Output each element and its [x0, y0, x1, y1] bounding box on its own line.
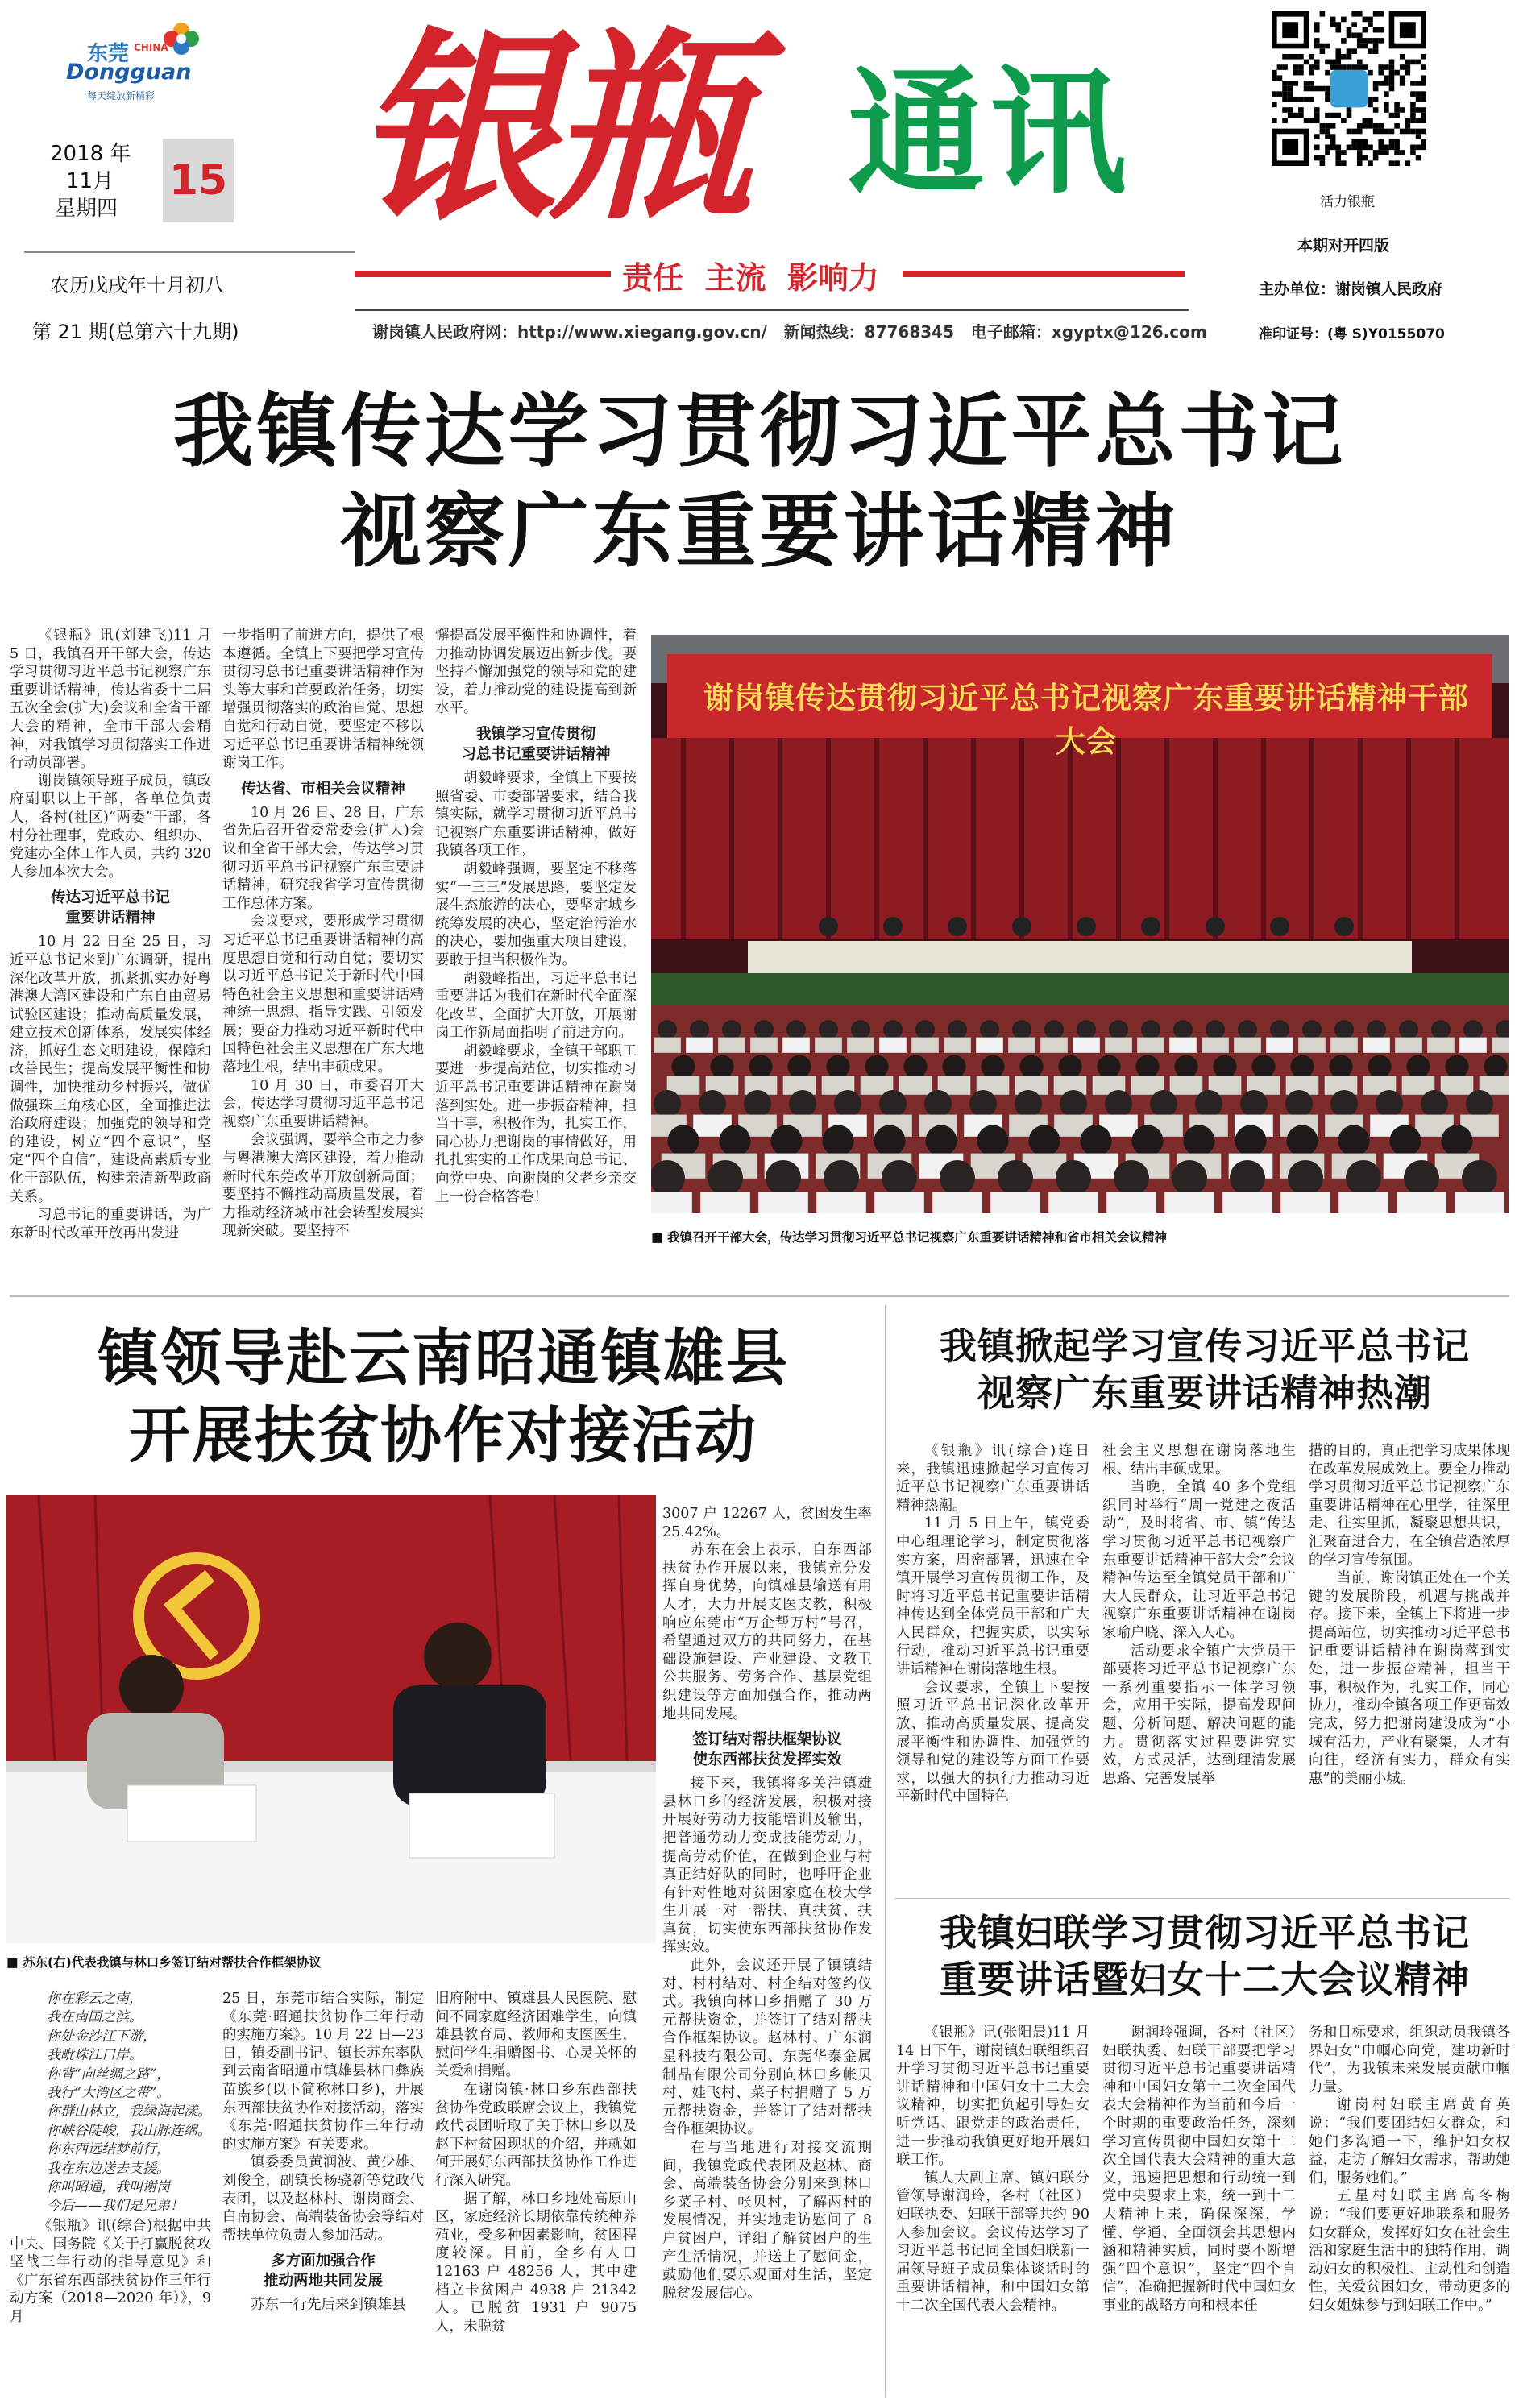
poverty-paragraph: 此外，会议还开展了镇镇结对、村村结对、村企结对签约仪式。我镇向林口乡捐赠了 30 万元帮扶资金，并签订了结对帮扶合作框架协议。赵林村、广东润星科技有限公司、东莞华泰金属制品有限公司分别向林口乡帐贝村、娃飞村、菜子村捐赠了 5 万元帮扶资金，并签订了结对帮扶合作框架协议。 — [662, 1958, 872, 2138]
city-logo-flower-icon — [158, 15, 205, 61]
lead-paragraph: 懈提高发展平衡性和协调性，着力推动协调发展迈出新步伐。要坚持不懈加强党的领导和党的建设，着力推动党的建设提高到新水平。 — [435, 628, 637, 717]
date-month: 11月 — [66, 169, 114, 193]
city-logo-pinyin: Dongguan — [66, 60, 192, 85]
study-paragraph: 社会主义思想在谢岗落地生根、结出丰硕成果。 — [1102, 1443, 1296, 1478]
lead-photo-meeting — [651, 635, 1509, 1213]
poverty-paragraph: 镇委委员黄润波、黄少雄、刘俊全，副镇长杨骁新等党政代表团，以及赵林村、谢岗商会、白南协会、高端装备协会等结对帮扶单位负责人参加活动。 — [222, 2154, 424, 2244]
lead-subhead-3: 我镇学习宣传贯彻 习总书记重要讲话精神 — [461, 725, 611, 763]
lead-paragraph: 一步指明了前进方向，提供了根本遵循。全镇上下要把学习宣传贯彻习总书记重要讲话精神作为头等大事和首要政治任务，切实增强贯彻落实的政治自觉、思想自觉和行动自觉，要坚定不移以习近平总书记重要讲话精神统领谢岗工作。 — [222, 628, 424, 772]
lead-headline-line1: 我镇传达学习贯彻习近平总书记 — [172, 384, 1347, 479]
city-logo-cn: 东莞 — [87, 42, 130, 66]
lead-paragraph: 《银瓶》讯(刘建飞)11 月 5 日，我镇召开干部大会，传达学习贯彻习近平总书记视察广东重要讲话精神，传达省委十二届五次全会(扩大)会议和全省干部大会的精神，全市干部大会精神，对我镇学习贯彻落实工作进行动员部署。 — [10, 628, 211, 772]
poem-line: 我在东边送去支援。 — [47, 2160, 170, 2177]
slogan-bar-right — [903, 271, 1185, 277]
study-paragraph: 当前，谢岗镇正处在一个关键的发展阶段，机遇与挑战并存。接下来，全镇上下将进一步提高站位，切实推动习近平总书记重要讲话精神在谢岗落到实处，进一步振奋精神，担当干事，积极作为，扎实工作，同心协力，推动全镇各项工作更高效完成，努力把谢岗建设成为“小城有活力，产业有聚集，人才有向往，经济有实力，群众有实惠”的美丽小城。 — [1309, 1570, 1510, 1787]
lead-paragraph: 会议强调，要举全市之力参与粤港澳大湾区建设，着力推动新时代东莞改革开放创新局面；要坚持不懈推动高质量发展，着力推动经济城市社会转型发展实现新突破。要坚持不 — [222, 1132, 424, 1240]
sponsor: 主办单位：谢岗镇人民政府 — [1259, 280, 1443, 298]
poem-line: 今后——我们是兄弟！ — [47, 2198, 184, 2215]
poem-line: 你群山林立，我绿海起漾。 — [47, 2103, 211, 2120]
lunar-date: 农历戊戌年十月初八 — [50, 274, 224, 296]
lead-subhead-1: 传达习近平总书记 重要讲话精神 — [50, 889, 170, 927]
masthead-title-red: 银瓶 — [355, 9, 745, 247]
poverty-headline-line1: 镇领导赴云南昭通镇雄县 — [98, 1322, 789, 1394]
women-paragraph: 谢岗村妇联主席黄育英说：“我们要团结妇女群众，和她们多沟通一下，维护妇女权益，走访了解妇女需求，帮助她们，服务她们。” — [1309, 2097, 1510, 2186]
study-paragraph: 会议要求，全镇上下要按照习近平总书记深化改革开放、推动高质量发展、提高发展平衡性和协调性、加强党的领导和党的建设等方面工作要求，以强大的执行力推动习近平新时代中国特色 — [896, 1679, 1089, 1805]
poverty-paragraph: 《银瓶》讯(综合)根据中共中央、国务院《关于打赢脱贫攻坚战三年行动的指导意见》和《广东省东西部扶贫协作三年行动方案（2018—2020 年）》，9 月 — [10, 2218, 211, 2325]
poem-line: 我行“大湾区之带”。 — [47, 2085, 171, 2102]
lead-paragraph: 胡毅峰要求，全镇干部职工要进一步提高站位，切实推动习近平总书记重要讲话精神在谢岗落到实处。进一步振奋精神，担当干事，积极作为，扎实工作，同心协力把谢岗的事情做好，用扎扎实实的工作成果向总书记、向党中央、向谢岗的父老乡亲交上一份合格答卷！ — [435, 1042, 637, 1205]
poverty-paragraph: 3007 户 12267 人，贫困发生率 25.42%。 — [662, 1506, 872, 1540]
permit-number: 准印证号：(粤 S)Y0155070 — [1259, 326, 1445, 342]
women-column-2 — [1102, 2024, 1296, 2402]
poverty-headline-line2: 开展扶贫协作对接活动 — [129, 1399, 757, 1471]
lead-paragraph: 会议要求，要形成学习贯彻习近平总书记重要讲话精神的高度思想自觉和行动自觉；要切实以习近平总书记关于新时代中国特色社会主义思想和重要讲话精神统一思想、指导实践、引领发展；要奋力推动习近平新时代中国特色社会主义思想在广东大地落地生根，结出丰硕成果。 — [222, 914, 424, 1076]
lead-paragraph: 10 月 22 日至 25 日，习近平总书记来到广东调研，提出深化改革开放，抓紧抓实办好粤港澳大湾区建设和广东自由贸易试验区建设；推动高质量发展，建立技术创新体系，发展实体经济，抓好生态文明建设，保障和改善民生；提高发展平衡性和协调性，加快推动乡村振兴，做优做强珠三角核心区，全面推进法治政府建设；加强党的领导和党的建设，树立“四个意识”，坚定“四个自信”，建设高素质专业化干部队伍，构建亲清新型政商关系。 — [10, 934, 211, 1205]
study-paragraph: 活动要求全镇广大党员干部要将习近平总书记视察广东一系列重要指示一体学习领会，应用于实际，提高发现问题、分析问题、解决问题的能力。贯彻落实过程要讲究实效，方式灵活，达到理清发展思路、完善发展举 — [1102, 1643, 1296, 1787]
lead-photo-caption: ■ 我镇召开干部大会，传达学习贯彻习近平总书记视察广东重要讲话精神和省市相关会议精神 — [651, 1230, 1168, 1245]
qr-code — [1272, 11, 1426, 166]
lead-column-2 — [222, 627, 424, 1320]
lead-paragraph: 胡毅峰要求，全镇上下要按照省委、市委部署要求，结合我镇实际，就学习贯彻习近平总书记视察广东重要讲话精神，做好我镇各项工作。 — [435, 769, 637, 860]
women-column-3 — [1309, 2024, 1510, 2402]
study-paragraph: 措的目的，真正把学习成果体现在改革发展成效上。要全力推动学习贯彻习近平总书记视察广东重要讲话精神在心里学，往深里走、往实里抓，凝聚思想共识，汇聚奋进合力，在全镇营造浓厚的学习宣传氛围。 — [1309, 1443, 1510, 1569]
poverty-paragraph: 苏东一行先后来到镇雄县 — [251, 2297, 406, 2314]
poem-line: 我毗珠江口岸。 — [47, 2047, 143, 2064]
lead-paragraph: 习总书记的重要讲话，为广东新时代改革开放再出发进 — [10, 1207, 211, 1241]
column-divider — [885, 1305, 886, 2397]
poverty-paragraph: 25 日，东莞市结合实际，制定《东莞·昭通扶贫协作三年行动的实施方案》。10 月 22 日—23 日，镇委副书记、镇长苏东率队到云南省昭通市镇雄县林口彝族苗族乡(以下简称林口乡)，开展东西部扶贫协作对接活动，落实《东莞·昭通扶贫协作三年行动的实施方案》有关要求。 — [222, 1991, 424, 2153]
date-weekday: 星期四 — [55, 197, 118, 221]
study-paragraph: 11 月 5 日上午，镇党委中心组理论学习，制定贯彻落实方案，周密部署，迅速在全镇开展学习宣传贯彻工作，及时将习近平总书记重要讲话精神传达到全体党员干部和广大人民群众，把握实质，以实际行动，推动习近平总书记重要讲话精神在谢岗落地生根。 — [896, 1515, 1089, 1678]
women-paragraph: 谢润玲强调，各村（社区）妇联执委、妇联干部要把学习贯彻习近平总书记重要讲话精神和中国妇女第十二次全国代表大会精神作为当前和今后一个时期的重要政治任务，深刻学习宣传贯彻中国妇女第十二次全国代表大会精神的重大意义，迅速把思想和行动统一到党中央要求上来，统一到十二大精神上来，确保深深，学懂、学通、全面领会其思想内涵和精神实质，同时要不断增强“四个意识”，坚定“四个自信”，准确把握新时代中国妇女事业的战略方向和根本任 — [1102, 2025, 1296, 2314]
lead-headline-line2: 视察广东重要讲话精神 — [340, 484, 1179, 578]
women-column-1 — [896, 2024, 1089, 2402]
poverty-paragraph: 在谢岗镇·林口乡东西部扶贫协作党政联席会议上，我镇党政代表团听取了关于林口乡以及赵下村贫困现状的介绍，并就如何开展好东西部扶贫协作工作进行深入研究。 — [435, 2081, 637, 2189]
lead-column-3 — [435, 627, 637, 1320]
study-headline-line2: 视察广东重要讲话精神热潮 — [977, 1371, 1432, 1415]
women-headline-line1: 我镇妇联学习贯彻习近平总书记 — [940, 1911, 1470, 1954]
contact-info-bar: 谢岗镇人民政府网：http://www.xiegang.gov.cn/ 新闻热线：87768345 电子邮箱：xgyptx@126.com — [372, 322, 1207, 342]
poverty-subhead-2: 签订结对帮扶框架协议 使东西部扶贫发挥实效 — [692, 1731, 842, 1769]
poem-line: 你背“向丝绸之路”， — [47, 2066, 171, 2083]
study-paragraph: 《银瓶》讯(综合)连日来，我镇迅速掀起学习宣传习近平总书记视察广东重要讲话精神热潮。 — [896, 1443, 1089, 1514]
city-logo — [63, 15, 208, 102]
lead-column-1 — [10, 627, 211, 1320]
poverty-column-d — [662, 1505, 872, 2399]
signing-ceremony-illustration — [6, 1495, 656, 1943]
date-year: 2018 年 — [50, 142, 131, 166]
poem-line: 你东西远结梦前行， — [47, 2141, 170, 2158]
lead-paragraph: 胡毅峰强调，要坚定不移落实“一三三”发展思路，要坚定发展生态旅游的决心，要坚定城乡统筹发展的决心，坚定治污治水的决心，要加强重大项目建设，要敢于担当积极作为。 — [435, 860, 637, 968]
lead-paragraph: 谢岗镇领导班子成员，镇政府副职以上干部，各单位负责人，各村(社区)“两委”干部，各村分社理事，党政办、组织办、党建办全体工作人员，共约 320 人参加本次大会。 — [10, 773, 211, 881]
poem-line: 你叫昭通，我叫谢岗 — [47, 2179, 170, 2196]
poverty-column-c — [435, 1990, 637, 2401]
poverty-paragraph: 据了解，林口乡地处高原山区，家庭经济长期依靠传统种养殖业，受多种因素影响，贫困程度较深。目前，全乡有人口 12163 户 48256 人，其中建档立卡贫困户 4938 户 21342 人。已脱贫 1931 户 9075 人，未脱贫 — [435, 2190, 637, 2335]
poverty-paragraph: 苏东在会上表示，自东西部扶贫协作开展以来，我镇充分发挥自身优势，向镇雄县输送有用人才，大力开展支医支教，积极响应东莞市“万企帮万村”号召，希望通过双方的共同努力，在基础设施建设、产业建设、文教卫公共服务、劳务合作、基层党组织建设等方面加强合作，推动两地共同发展。 — [662, 1542, 872, 1722]
study-column-3 — [1309, 1442, 1510, 1893]
qr-code-image — [1272, 11, 1426, 166]
poverty-photo-caption: ■ 苏东(右)代表我镇与林口乡签订结对帮扶合作框架协议 — [6, 1955, 322, 1970]
women-paragraph: 《银瓶》讯(张阳晨)11 月 14 日下午，谢岗镇妇联组织召开学习贯彻习近平总书记重要讲话精神和中国妇女十二大会议精神，切实把负起引导妇女听党话、跟党走的政治责任，进一步推动我镇更好地开展妇联工作。 — [896, 2025, 1089, 2169]
women-paragraph: 务和目标要求，组织动员我镇各界妇女“巾帼心向党，建功新时代”，为我镇未来发展贡献巾帼力量。 — [1309, 2025, 1510, 2095]
poverty-column-b — [222, 1990, 424, 2401]
study-paragraph: 当晚，全镇 40 多个党组织同时举行“周一党建之夜活动”，及时将省、市、镇“传达学习贯彻习近平总书记视察广东重要讲话精神干部大会”会议精神传达至全镇党员干部和广大人民群众，让习近平总书记视察广东重要讲话精神在谢岗家喻户晓、深入人心。 — [1102, 1479, 1296, 1641]
study-column-1 — [896, 1442, 1089, 1893]
city-logo-slogan: 每天绽放新精彩 — [87, 90, 156, 102]
lead-paragraph: 10 月 30 日，市委召开大会，传达学习贯彻习近平总书记视察广东重要讲话精神。 — [222, 1077, 424, 1130]
women-paragraph: 镇人大副主席、镇妇联分管领导谢润玲，各村（社区）妇联执委、妇联干部等共约 90 人参加会议。会议传达学习了习近平总书记同全国妇联新一届领导班子成员集体谈话时的重要讲话精神，和中国妇女第十二次全国代表大会精神。 — [896, 2170, 1089, 2314]
lead-subhead-2: 传达省、市相关会议精神 — [241, 780, 405, 798]
poverty-paragraph: 接下来，我镇将多关注镇雄县林口乡的经济发展，积极对接开展好劳动力技能培训及输出，把普通劳动力变成技能劳动力，提高劳动价值，在做到企业与村真正结好队的同时，也呼吁企业有针对性地对贫困家庭在校大学生开展一对一帮扶、真扶贫、扶真贫，切实使东西部扶贫协作发挥实效。 — [662, 1776, 872, 1956]
poverty-subhead-1: 多方面加强合作 推动两地共同发展 — [263, 2253, 383, 2290]
poverty-paragraph: 旧府附中、镇雄县人民医院、慰问不同家庭经济困难学生，向镇雄县教育局、教师和支医医生，慰问学生捐赠图书、心灵关怀的关爱和捐赠。 — [435, 1991, 637, 2080]
lead-paragraph: 胡毅峰指出，习近平总书记重要讲话为我们在新时代全面深化改革、全面扩大开放，开展谢岗工作新局面指明了前进方向。 — [435, 970, 637, 1042]
masthead-title-green: 通讯 — [848, 54, 1132, 213]
women-headline-line2: 重要讲话暨妇女十二大会议精神 — [940, 1958, 1470, 2001]
city-logo-en: CHINA — [134, 42, 168, 53]
slogan-bar-left — [355, 271, 611, 277]
poem-line: 你峡谷陡峻，我山脉连绵。 — [47, 2122, 211, 2139]
issue-number: 第 21 期(总第六十九期) — [32, 321, 239, 343]
poem-line: 我在南国之滨。 — [47, 2009, 143, 2026]
study-column-2 — [1102, 1442, 1296, 1893]
poverty-column-a — [10, 2217, 211, 2394]
date-day-badge: 15 — [163, 139, 234, 222]
study-headline-line1: 我镇掀起学习宣传习近平总书记 — [940, 1324, 1470, 1368]
qr-label: 活力银瓶 — [1320, 194, 1375, 210]
lead-paragraph: 10 月 26 日、28 日，广东省先后召开省委常委会(扩大)会议和全省干部大会，传达学习贯彻习近平总书记视察广东重要讲话精神，研究我省学习宣传贯彻工作总体方案。 — [222, 804, 424, 912]
poverty-poem — [47, 1990, 224, 2216]
masthead-slogan: 责任 主流 影响力 — [622, 260, 879, 296]
edition-note: 本期对开四版 — [1297, 237, 1390, 255]
info-bar-rule — [355, 309, 1189, 311]
poem-line: 你处金沙江下游， — [47, 2028, 156, 2045]
masthead-left-rule — [24, 251, 355, 253]
poverty-photo-signing — [6, 1495, 656, 1943]
section-divider — [10, 1295, 1509, 1297]
women-paragraph: 五星村妇联主席高冬梅说：“我们要更好地联系和服务妇女群众，发挥好妇女在社会生活和家庭生活中的独特作用，调动妇女的积极性、主动性和创造性，关爱贫困妇女，带动更多的妇女姐妹参与到妇联工作中。” — [1309, 2188, 1510, 2314]
poverty-paragraph: 在与当地进行对接交流期间，我镇党政代表团及赵林、商会、高端装备协会分别来到林口乡菜子村、帐贝村，了解两村的发展情况，并实地走访慰问了 8 户贫困户，详细了解贫困户的生产生活情况，并送上了慰问金，鼓励他们要乐观面对生活，坚定脱贫发展信心。 — [662, 2140, 872, 2302]
meeting-banner-text: 谢岗镇传达贯彻习近平总书记视察广东重要讲话精神干部大会 — [703, 680, 1469, 759]
poem-line: 你在彩云之南， — [47, 1991, 143, 2007]
right-section-divider — [894, 1898, 1510, 1899]
